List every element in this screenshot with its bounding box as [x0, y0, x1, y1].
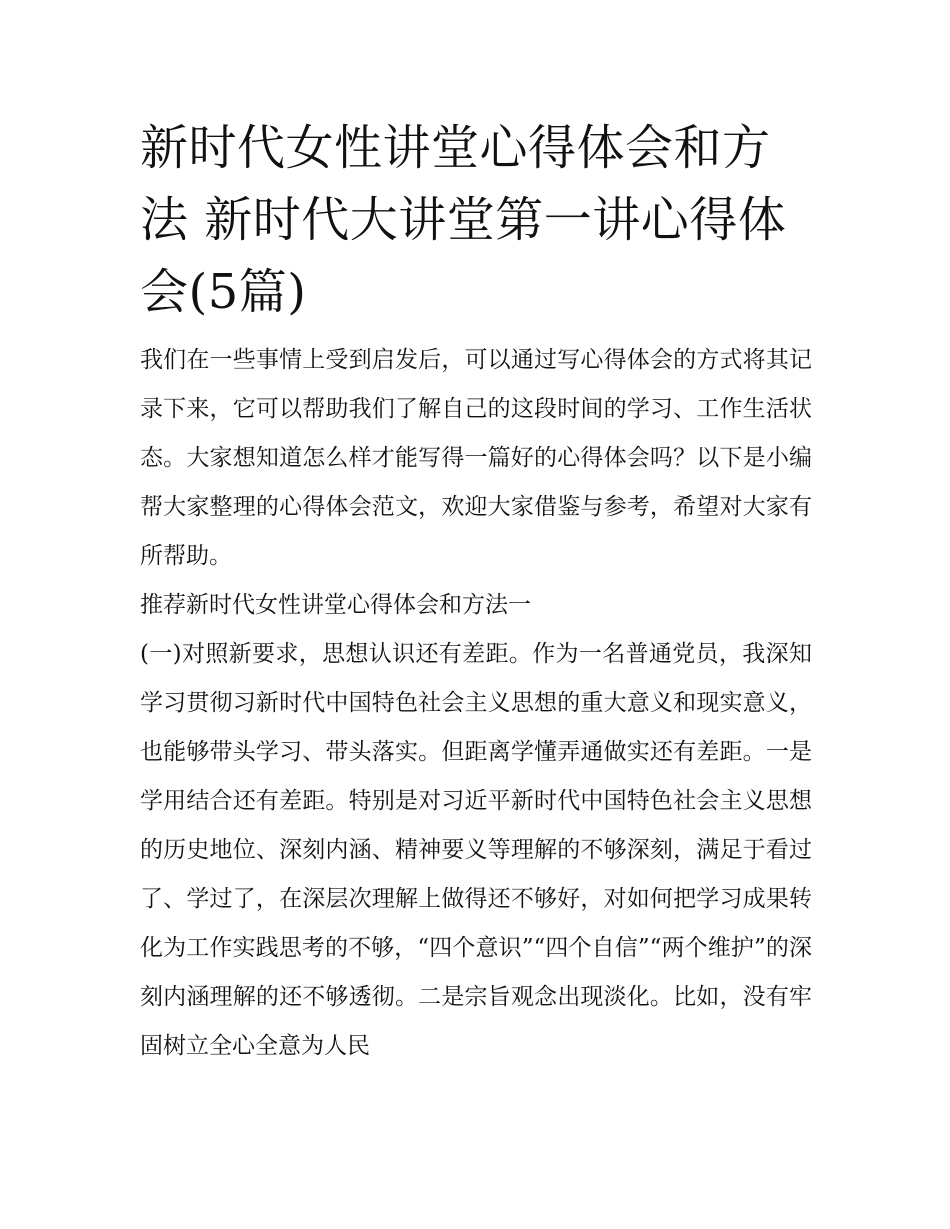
document-page — [140, 112, 812, 1071]
body-paragraph: (一)对照新要求，思想认识还有差距。作为一名普通党员，我深知学习贯彻习新时代中国特色社会主义思想的重大意义和现实意义，也能够带头学习、带头落实。但距离学懂弄通做实还有差距。一是学用结合还有差距。特别是对习近平新时代中国特色社会主义思想的历史地位、深刻内涵、精神要义等理解的不够深刻，满足于看过了、学过了，在深层次理解上做得还不够好，对如何把学习成果转化为工作实践思考的不够，“四个意识”“四个自信”“两个维护”的深刻内涵理解的还不够透彻。二是宗旨观念出现淡化。比如，没有牢固树立全心全意为人民 — [140, 641, 812, 1059]
document-title: 新时代女性讲堂心得体会和方法 新时代大讲堂第一讲心得体会(5篇) — [140, 120, 787, 320]
intro-paragraph: 我们在一些事情上受到启发后，可以通过写心得体会的方式将其记录下来，它可以帮助我们了解自己的这段时间的学习、工作生活状态。大家想知道怎么样才能写得一篇好的心得体会吗？以下是小编帮大家整理的心得体会范文，欢迎大家借鉴与参考，希望对大家有所帮助。 — [140, 347, 812, 569]
section-heading: 推荐新时代女性讲堂心得体会和方法一 — [140, 592, 531, 618]
